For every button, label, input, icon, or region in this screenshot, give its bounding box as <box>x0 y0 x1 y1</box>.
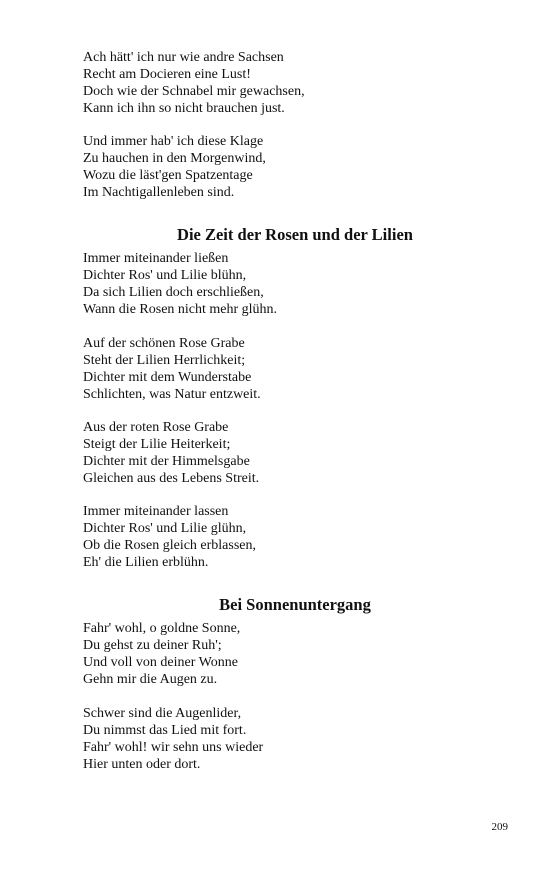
verse-line: Dichter mit der Himmelsgabe <box>83 454 250 469</box>
verse-line: Auf der schönen Rose Grabe <box>83 336 245 351</box>
poem3-stanza-2 <box>83 705 263 773</box>
verse-line: Steht der Lilien Herrlichkeit; <box>83 353 246 368</box>
poem2-stanza-1 <box>83 250 277 318</box>
verse-line: Dichter Ros' und Lilie glühn, <box>83 521 247 536</box>
verse-line: Ob die Rosen gleich erblassen, <box>83 538 257 553</box>
verse-line: Doch wie der Schnabel mir gewachsen, <box>83 84 305 99</box>
verse-line: Hier unten oder dort. <box>83 757 201 772</box>
verse-line: Aus der roten Rose Grabe <box>83 420 229 435</box>
verse-line: Da sich Lilien doch erschließen, <box>83 285 264 300</box>
verse-line: Schwer sind die Augenlider, <box>83 706 242 721</box>
verse-line: Steigt der Lilie Heiterkeit; <box>83 437 231 452</box>
verse-line: Du nimmst das Lied mit fort. <box>83 723 247 738</box>
poem2-stanza-2 <box>83 335 261 403</box>
verse-line: Du gehst zu deiner Ruh'; <box>83 638 222 653</box>
verse-line: Eh' die Lilien erblühn. <box>83 555 209 570</box>
verse-line: Im Nachtigallenleben sind. <box>83 185 235 200</box>
poem1-stanza-2 <box>83 133 266 201</box>
verse-line: Recht am Docieren eine Lust! <box>83 67 251 82</box>
verse-line: Dichter Ros' und Lilie blühn, <box>83 268 247 283</box>
verse-line: Zu hauchen in den Morgenwind, <box>83 151 266 166</box>
verse-line: Kann ich ihn so nicht brauchen just. <box>83 101 285 116</box>
verse-line: Gleichen aus des Lebens Streit. <box>83 471 260 486</box>
poem1-stanza-1 <box>83 49 305 117</box>
verse-line: Immer miteinander lassen <box>83 504 229 519</box>
verse-line: Gehn mir die Augen zu. <box>83 672 218 687</box>
poem2-stanza-4 <box>83 503 256 571</box>
verse-line: Wozu die läst'gen Spatzentage <box>83 168 253 183</box>
poem-title: Die Zeit der Rosen und der Lilien <box>177 225 413 244</box>
verse-line: Immer miteinander ließen <box>83 251 229 266</box>
poem2-stanza-3 <box>83 419 259 487</box>
page-number: 209 <box>491 821 508 833</box>
verse-line: Fahr' wohl, o goldne Sonne, <box>83 621 241 636</box>
poem-title: Bei Sonnenuntergang <box>219 595 371 614</box>
verse-line: Dichter mit dem Wunderstabe <box>83 370 252 385</box>
verse-line: Und immer hab' ich diese Klage <box>83 134 264 149</box>
verse-line: Und voll von deiner Wonne <box>83 655 238 670</box>
verse-line: Wann die Rosen nicht mehr glühn. <box>83 302 278 317</box>
verse-line: Ach hätt' ich nur wie andre Sachsen <box>83 50 284 65</box>
verse-line: Fahr' wohl! wir sehn uns wieder <box>83 740 264 755</box>
poem3-stanza-1 <box>83 620 240 688</box>
verse-line: Schlichten, was Natur entzweit. <box>83 387 261 402</box>
